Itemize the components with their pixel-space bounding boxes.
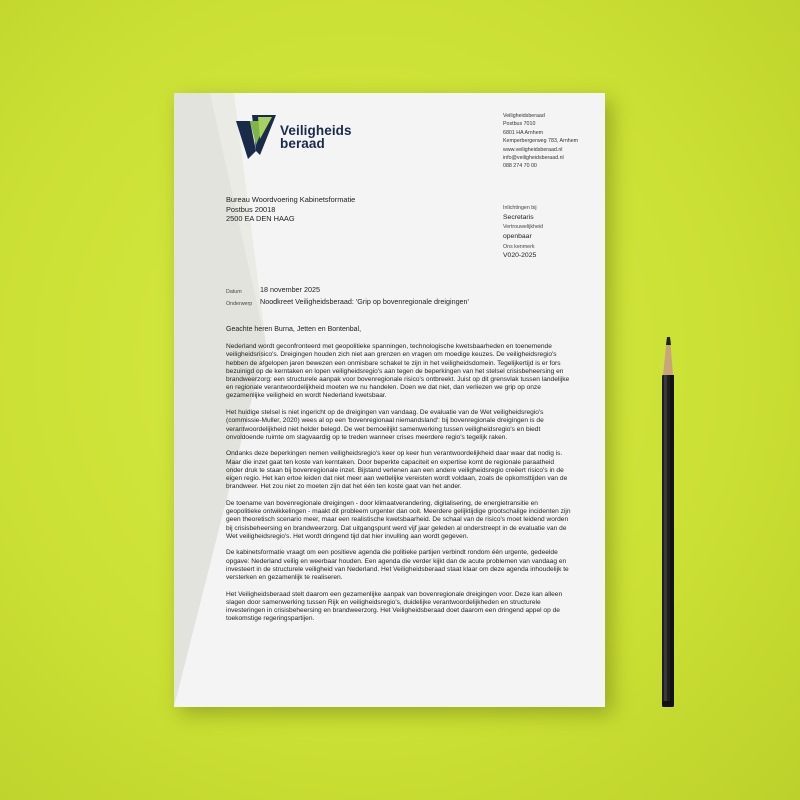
- body-paragraph: Het Veiligheidsberaad stelt daarom een gezamenlijke aanpak van bovenregionale dreigingen voor. Deze kan alleen slagen door samenwerking tussen Rijk en veiligheidsregio's, duidelijke verantwoordelijkheden en structurele investeringen in crisisbeheersing en brandweerzorg. Het Veiligheidsberaad doet daarom een dringend appel op de toekomstige regeringspartijen.: [226, 590, 563, 623]
- datum-label: Datum: [226, 289, 242, 295]
- letter-paper: [174, 93, 605, 707]
- sender-line: 6801 HA Arnhem: [503, 129, 544, 136]
- sender-line: Kemperbergerweg 783, Arnhem: [503, 138, 579, 145]
- body-paragraph: Nederland wordt geconfronteerd met geopolitieke spanningen, technologische kwetsbaarheden en toenemende veiligheidsrisico's. Dreigingen houden zich niet aan grenzen en vragen om moedige keuzes. De veiligheidsregio's hebben de afgelopen jaren bewezen een onmisbare schakel te zijn in het veiligheidsdomein. Tegelijkertijd is er fors bezuinigd op de kerntaken en lopen veiligheidsregio's aan tegen de beperkingen van het stelsel crisisbeheersing en brandweerzorg: een structurele aanpak voor bovenregionale risico's ontbreekt. Juist op dit grensvlak tussen landelijke en regionale verantwoordelijkheid moeten we nu handelen. Doen we dat niet, dan verliezen we grip op onze gezamenlijke veiligheid en wordt Nederland kwetsbaar.: [226, 343, 570, 400]
- body-paragraph: Het huidige stelsel is niet ingericht op de dreigingen van vandaag. De evaluatie van de Wet veiligheidsregio's (commissie-Muller, 2020) wees al op een 'bovenregionaal niemandsland': bij bovenregionale dreigingen is de verantwoordelijkheid niet helder belegd. De wet bemoeilijkt samenwerking tussen veiligheidsregio's en biedt onvoldoende ruimte om slagvaardig op te treden wanneer crises meerdere regio's tegelijk raken.: [226, 409, 544, 441]
- kenmerk-value: V020-2025: [503, 252, 537, 260]
- logo-wordmark: [280, 124, 352, 150]
- onderwerp-label: Onderwerp: [226, 301, 253, 307]
- onderwerp-value: Noodkreet Veiligheidsberaad: 'Grip op bovenregionale dreigingen': [260, 297, 469, 306]
- letter-body: [226, 326, 571, 632]
- vertrouwelijkheid-label: Vertrouwelijkheid: [503, 224, 544, 231]
- sender-line: Veiligheidsberaad: [503, 113, 545, 119]
- vertrouwelijkheid-value: openbaar: [503, 232, 532, 240]
- body-paragraph: De toename van bovenregionale dreigingen - door klimaatverandering, digitalisering, de energietransitie en geopolitieke ontwikkelingen - maakt dit probleem urgenter dan ooit. Meerdere gelijktijdige grootschalige incidenten zijn geen theoretisch scenario meer, maar een realistische kwetsbaarheid. De schaal van de risico's moet leidend worden bij crisisbeheersing en brandweerzorg. Dat uitgangspunt werd vijf jaar geleden al onderstreept in de evaluatie van de Wet veiligheidsregio's. Het wordt dringend tijd dat hier invulling aan wordt gegeven.: [226, 499, 571, 540]
- datum-value: 18 november 2025: [260, 285, 320, 294]
- sender-phone: 088 274 70 00: [503, 163, 537, 170]
- pencil-icon: [657, 335, 679, 710]
- veiligheidsberaad-logo-icon: [236, 115, 276, 163]
- recipient-line: Postbus 20018: [226, 204, 276, 214]
- sender-address: [503, 112, 578, 171]
- sender-line: Postbus 7010: [503, 121, 536, 128]
- sender-website[interactable]: www.veiligheidsberaad.nl: [503, 146, 563, 153]
- inlichtingen-label: Inlichtingen bij: [503, 205, 537, 211]
- salutation: Geachte heren Burna, Jetten en Bontenbal,: [226, 326, 362, 333]
- logo-line2: beraad: [280, 136, 325, 151]
- kenmerk-label: Ons kenmerk: [503, 243, 535, 250]
- sender-email[interactable]: info@veiligheidsberaad.nl: [503, 155, 564, 162]
- recipient-line: Bureau Woordvoering Kabinetsformatie: [226, 195, 356, 204]
- body-paragraph: De kabinetsformatie vraagt om een positieve agenda die politieke partijen verbindt rondom één urgente, gedeelde opgave: Nederland veilig en weerbaar houden. Een agenda die verder kijkt dan de acute problemen van vandaag en investeert in de structurele veiligheid van Nederland. Het Veiligheidsberaad staat klaar om deze agenda inhoudelijk te versterken en gezamenlijk te realiseren.: [226, 549, 569, 582]
- letter-meta: [503, 204, 543, 262]
- logo-line1: Veiligheids: [280, 123, 352, 138]
- recipient-line: 2500 EA DEN HAAG: [226, 214, 295, 224]
- inlichtingen-value: Secretaris: [503, 213, 534, 221]
- recipient-address: [226, 195, 355, 224]
- body-paragraph: Ondanks deze beperkingen nemen veiligheidsregio's keer op keer hun verantwoordelijkheid daar waar dat nodig is. Maar die inzet gaat ten koste van kerntaken. Door beperkte capaciteit en expertise komt de regionale paraatheid onder druk te staan bij bovenregionale inzet. Bijstand verlenen aan een andere veiligheidsregio creëert risico's in de eigen regio. Het kan ertoe leiden dat niet meer aan wettelijke vereisten wordt voldaan, zoals de opkomsttijden van de brandweer. Het zou niet zo moeten zijn dat het één ten koste gaat van het ander.: [226, 450, 568, 491]
- date-subject-block: [226, 285, 469, 309]
